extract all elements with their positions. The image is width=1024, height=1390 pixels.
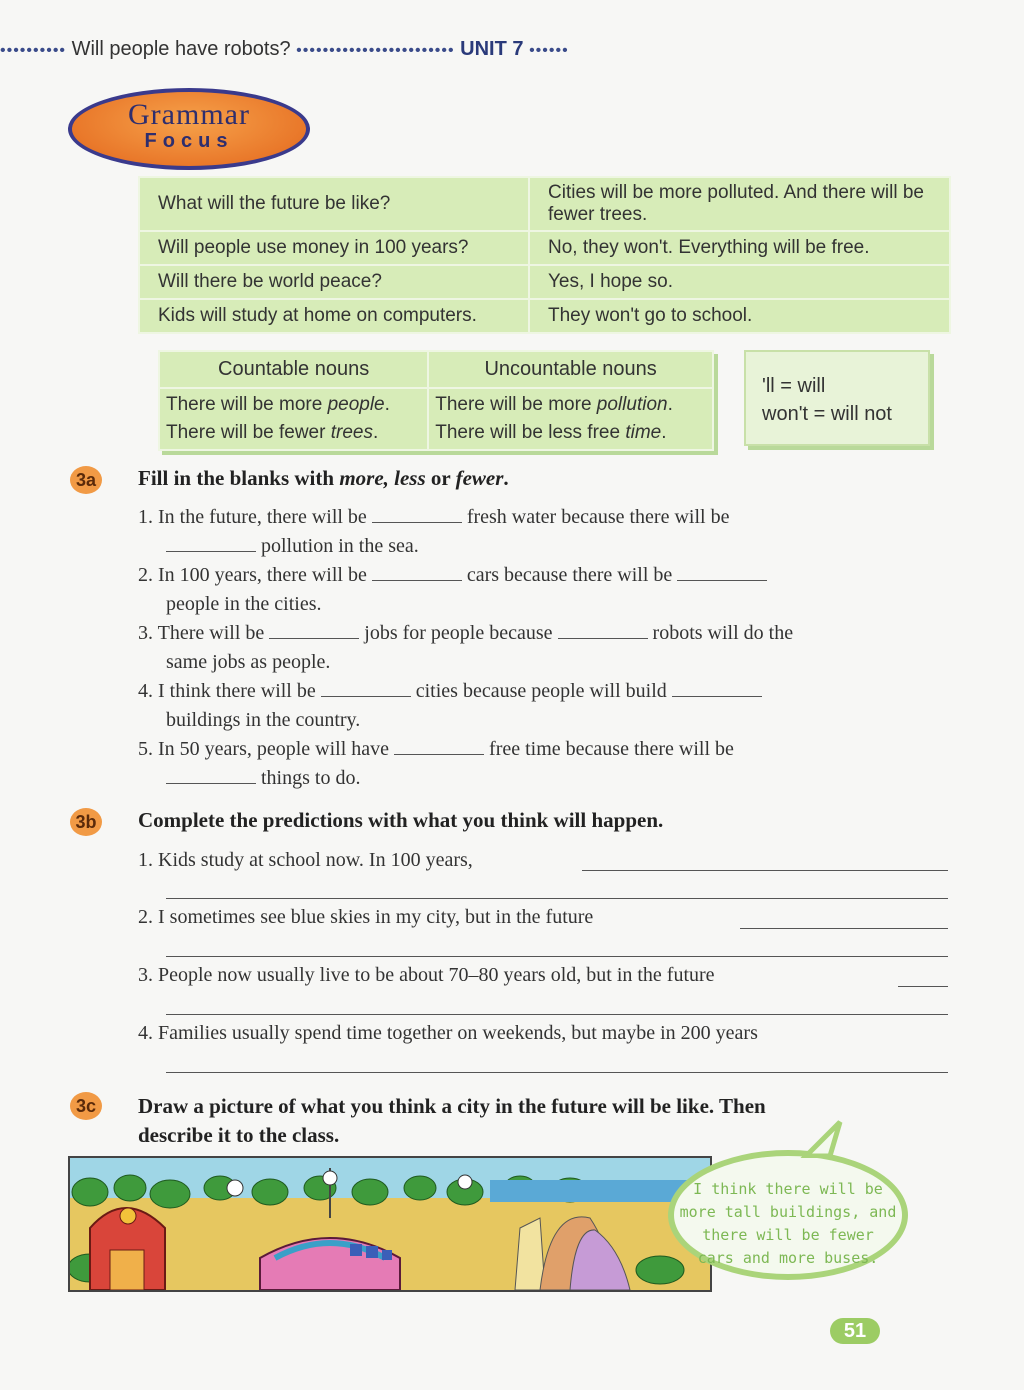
exercise-3b-label: 3b bbox=[70, 808, 102, 836]
grammar-answer: Yes, I hope so. bbox=[529, 265, 950, 299]
answer-blank[interactable] bbox=[672, 678, 762, 697]
item-text: 5. In 50 years, people will have bbox=[138, 738, 390, 760]
exercise-3b-item-2: 2. I sometimes see blue skies in my city, but in the future bbox=[138, 906, 594, 928]
bubble-line: I think there will be bbox=[693, 1180, 883, 1198]
header-title: Will people have robots? bbox=[71, 38, 291, 60]
exercise-3b-item-4: 4. Families usually spend time together on weekends, but maybe in 200 years bbox=[138, 1022, 758, 1044]
answer-blank[interactable] bbox=[269, 620, 359, 639]
exercise-3a-item-4 bbox=[138, 677, 762, 735]
bubble-line: more tall buildings, and bbox=[679, 1203, 897, 1221]
grammar-answer: They won't go to school. bbox=[529, 299, 950, 333]
countable-ex2-text: There will be fewer bbox=[166, 422, 331, 443]
countable-ex1-word: people bbox=[327, 394, 385, 415]
countable-examples bbox=[159, 388, 428, 450]
contraction-will-not: won't = will not bbox=[762, 403, 892, 425]
countable-header: Countable nouns bbox=[159, 351, 428, 388]
answer-line[interactable] bbox=[166, 956, 948, 957]
uncountable-header: Uncountable nouns bbox=[428, 351, 713, 388]
answer-line[interactable] bbox=[740, 928, 948, 929]
grammar-table bbox=[138, 176, 951, 334]
countable-ex1-text: There will be more bbox=[166, 394, 328, 415]
nouns-table bbox=[158, 350, 714, 451]
instr-3a-text: Fill in the blanks with bbox=[138, 466, 340, 490]
exercise-3a-item-1 bbox=[138, 503, 729, 561]
item-text: cars because there will be bbox=[466, 564, 673, 586]
uncountable-ex2-text: There will be less free bbox=[435, 422, 626, 443]
grammar-row bbox=[139, 265, 950, 299]
page-number: 51 bbox=[830, 1318, 880, 1344]
grammar-question: Will there be world peace? bbox=[139, 265, 529, 299]
grammar-row bbox=[139, 299, 950, 333]
answer-blank[interactable] bbox=[372, 504, 462, 523]
exercise-3a-instruction bbox=[138, 466, 509, 491]
exercise-3b-item-1: 1. Kids study at school now. In 100 years, bbox=[138, 849, 473, 871]
grammar-question: Kids will study at home on computers. bbox=[139, 299, 529, 333]
uncountable-ex2-end: . bbox=[661, 422, 667, 443]
exercise-3b-item-3: 3. People now usually live to be about 70–80 years old, but in the future bbox=[138, 964, 715, 986]
countable-ex2-word: trees bbox=[330, 422, 373, 443]
countable-ex1-end: . bbox=[384, 394, 390, 415]
exercise-3a-label: 3a bbox=[70, 466, 102, 494]
uncountable-ex2-word: time bbox=[625, 422, 662, 443]
item-text: free time because there will be bbox=[489, 738, 734, 760]
city-drawing bbox=[70, 1158, 710, 1290]
unit-label: UNIT 7 bbox=[460, 38, 524, 60]
answer-blank[interactable] bbox=[372, 562, 462, 581]
item-text: 3. There will be bbox=[138, 622, 265, 644]
grammar-answer: Cities will be more polluted. And there will be fewer trees. bbox=[529, 177, 950, 231]
exercise-3c-instruction bbox=[138, 1092, 766, 1150]
answer-line[interactable] bbox=[166, 1014, 948, 1015]
grammar-focus-badge bbox=[68, 88, 310, 170]
answer-line[interactable] bbox=[166, 1072, 948, 1073]
exercise-3a-item-3 bbox=[138, 619, 793, 677]
bubble-line: cars and more buses. bbox=[697, 1249, 879, 1267]
exercise-3a-item-2 bbox=[138, 561, 767, 619]
speech-bubble bbox=[668, 1150, 908, 1280]
item-text: same jobs as people. bbox=[166, 651, 331, 673]
contraction-will: 'll = will bbox=[762, 375, 826, 397]
instr-3a-end: . bbox=[503, 466, 509, 490]
answer-blank[interactable] bbox=[166, 765, 256, 784]
exercise-3a-item-5 bbox=[138, 735, 734, 793]
exercise-3c-label: 3c bbox=[70, 1092, 102, 1120]
speech-bubble-tail bbox=[800, 1118, 850, 1158]
answer-line[interactable] bbox=[582, 870, 948, 871]
answer-blank[interactable] bbox=[394, 736, 484, 755]
item-text: robots will do the bbox=[652, 622, 794, 644]
instr-3c-line2: describe it to the class. bbox=[138, 1123, 340, 1147]
item-text: buildings in the country. bbox=[166, 709, 361, 731]
uncountable-ex1-text: There will be more bbox=[435, 394, 597, 415]
uncountable-ex1-word: pollution bbox=[596, 394, 668, 415]
answer-blank[interactable] bbox=[677, 562, 767, 581]
uncountable-ex1-end: . bbox=[667, 394, 673, 415]
answer-blank[interactable] bbox=[321, 678, 411, 697]
instr-3a-last: fewer bbox=[455, 466, 504, 490]
page-header bbox=[0, 38, 960, 66]
answer-line[interactable] bbox=[898, 986, 948, 987]
header-dots-right: •••••• bbox=[529, 42, 569, 59]
header-dots-left: •••••••••• bbox=[0, 42, 67, 59]
item-text: cities because people will build bbox=[415, 680, 667, 702]
item-text: things to do. bbox=[261, 767, 361, 789]
item-text: 2. In 100 years, there will be bbox=[138, 564, 367, 586]
item-text: 4. I think there will be bbox=[138, 680, 316, 702]
countable-ex2-end: . bbox=[372, 422, 379, 443]
item-text: 1. In the future, there will be bbox=[138, 506, 367, 528]
grammar-row bbox=[139, 231, 950, 265]
header-dots-mid: •••••••••••••••••••••••• bbox=[296, 42, 455, 59]
grammar-question: Will people use money in 100 years? bbox=[139, 231, 529, 265]
instr-3a-or: or bbox=[425, 466, 456, 490]
answer-blank[interactable] bbox=[558, 620, 648, 639]
grammar-answer: No, they won't. Everything will be free. bbox=[529, 231, 950, 265]
instr-3c-line1: Draw a picture of what you think a city in the future will be like. Then bbox=[138, 1094, 766, 1118]
instr-3a-words: more, less bbox=[339, 466, 426, 490]
uncountable-examples bbox=[428, 388, 713, 450]
answer-blank[interactable] bbox=[166, 533, 256, 552]
grammar-question: What will the future be like? bbox=[139, 177, 529, 231]
badge-title: Grammar bbox=[128, 98, 250, 131]
grammar-row bbox=[139, 177, 950, 231]
future-city-illustration bbox=[68, 1156, 712, 1292]
exercise-3b-instruction: Complete the predictions with what you think will happen. bbox=[138, 808, 664, 832]
badge-subtitle: Focus bbox=[144, 130, 234, 152]
item-text: people in the cities. bbox=[166, 593, 322, 615]
item-text: jobs for people because bbox=[364, 622, 553, 644]
item-text: pollution in the sea. bbox=[261, 535, 419, 557]
bubble-line: there will be fewer bbox=[702, 1226, 874, 1244]
item-text: fresh water because there will be bbox=[466, 506, 730, 528]
answer-line[interactable] bbox=[166, 898, 948, 899]
contractions-box bbox=[744, 350, 930, 446]
